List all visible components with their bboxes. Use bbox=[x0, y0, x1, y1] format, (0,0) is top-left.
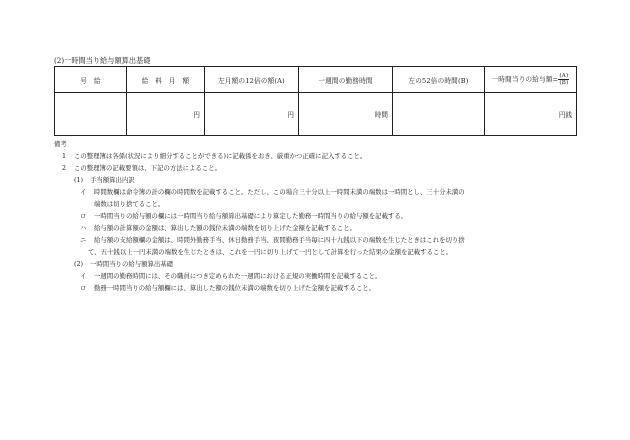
table-header-row bbox=[55, 67, 577, 93]
sub-item-continuation: 端数は切り捨てること。 bbox=[94, 200, 165, 208]
sub-item-text: 一時間当りの給与額の欄には一時間当り給与額算出基礎により算定した勤務一時間当りの給与額を記載する。 bbox=[94, 212, 408, 220]
section-title: (2)一時間当り給与額算出基礎 bbox=[54, 56, 151, 65]
cell-grade[interactable] bbox=[55, 93, 127, 136]
sub-item-text: 給与額の計算額の金額は、算出した額の銭位未満の端数を切り上げた金額を記載すること。 bbox=[94, 224, 357, 232]
sub-item bbox=[54, 222, 584, 234]
subsection-number: (1) bbox=[74, 176, 84, 184]
note-item bbox=[54, 162, 584, 174]
header-hourly-wage bbox=[485, 67, 577, 93]
sub-item-mark: ハ bbox=[80, 224, 87, 232]
note-number: 2 bbox=[62, 164, 67, 172]
sub-item-continuation: て、五十銭以上一円未満の端数を生じたときは、これを一円に切り上げて一円として計算を行った結果の金額を記載すること。 bbox=[88, 248, 453, 256]
sub-item-text: 勤務一時間当りの給与額欄には、算出した額の銭位未満の端数を切り上げた金額を記載すること。 bbox=[94, 284, 376, 292]
cell-weekly-hours[interactable]: 時間 bbox=[299, 93, 393, 136]
note-text: この整理簿は各係(状況により細分することができる)に記載係をおき、厳重かつ正確に記入すること。 bbox=[74, 152, 367, 160]
hourly-wage-table bbox=[54, 66, 577, 136]
sub-item bbox=[54, 234, 584, 246]
sub-item-mark: イ bbox=[80, 272, 87, 280]
sub-item-mark: ニ bbox=[80, 236, 87, 244]
note-item bbox=[54, 150, 584, 162]
cell-monthly-salary[interactable]: 円 bbox=[127, 93, 205, 136]
fraction-numerator: (A) bbox=[559, 73, 569, 79]
cell-hourly-wage[interactable]: 円銭 bbox=[485, 93, 577, 136]
notes-section bbox=[54, 138, 584, 294]
subsection-heading bbox=[54, 258, 584, 270]
header-grade: 号 給 bbox=[55, 67, 127, 93]
sub-item-mark: イ bbox=[80, 188, 87, 196]
header-hourly-wage-label: 一時間当りの給与額= bbox=[491, 75, 559, 84]
sub-item bbox=[54, 210, 584, 222]
sub-item-mark: ロ bbox=[80, 284, 87, 292]
notes-heading: 備考 bbox=[54, 140, 67, 148]
cell-annual-amount[interactable]: 円 bbox=[205, 93, 299, 136]
sub-item bbox=[54, 270, 584, 282]
header-annual-amount: 左月額の12倍の額(A) bbox=[205, 67, 299, 93]
note-text: この整理簿の記載要領は、下記の方法によること。 bbox=[74, 164, 221, 172]
cell-annual-hours[interactable] bbox=[393, 93, 485, 136]
sub-item-text: 時間数欄は命令簿の計の欄の時間数を記載すること。ただし、この場合三十分以上一時間未満の端数は一時間とし、三十分未満の bbox=[94, 188, 465, 196]
fraction-a-over-b bbox=[558, 73, 569, 86]
table-row bbox=[55, 93, 577, 136]
sub-item bbox=[54, 282, 584, 294]
sub-item-text: 給与額の支給額欄の金額は、時間外勤務手当、休日勤務手当、夜間勤務手当毎に四十九銭以下の端数を生じたときはこれを切り捨 bbox=[94, 236, 465, 244]
subsection-heading bbox=[54, 174, 584, 186]
sub-item bbox=[54, 186, 584, 198]
header-monthly-salary: 給 料 月 額 bbox=[127, 67, 205, 93]
header-annual-hours: 左の52倍の時間(B) bbox=[393, 67, 485, 93]
sub-item-text: 一週間の勤務時間には、その職員につき定められた一週間における正規の実働時間を記載すること。 bbox=[94, 272, 382, 280]
note-number: 1 bbox=[62, 152, 67, 160]
sub-item-mark: ロ bbox=[80, 212, 87, 220]
subsection-text: 手当額算出内訳 bbox=[90, 176, 135, 184]
header-weekly-hours: 一週間の勤務時間 bbox=[299, 67, 393, 93]
subsection-text: 一時間当りの給与額算出基礎 bbox=[90, 260, 174, 268]
fraction-denominator: (B) bbox=[559, 80, 569, 86]
subsection-number: (2) bbox=[74, 260, 84, 268]
